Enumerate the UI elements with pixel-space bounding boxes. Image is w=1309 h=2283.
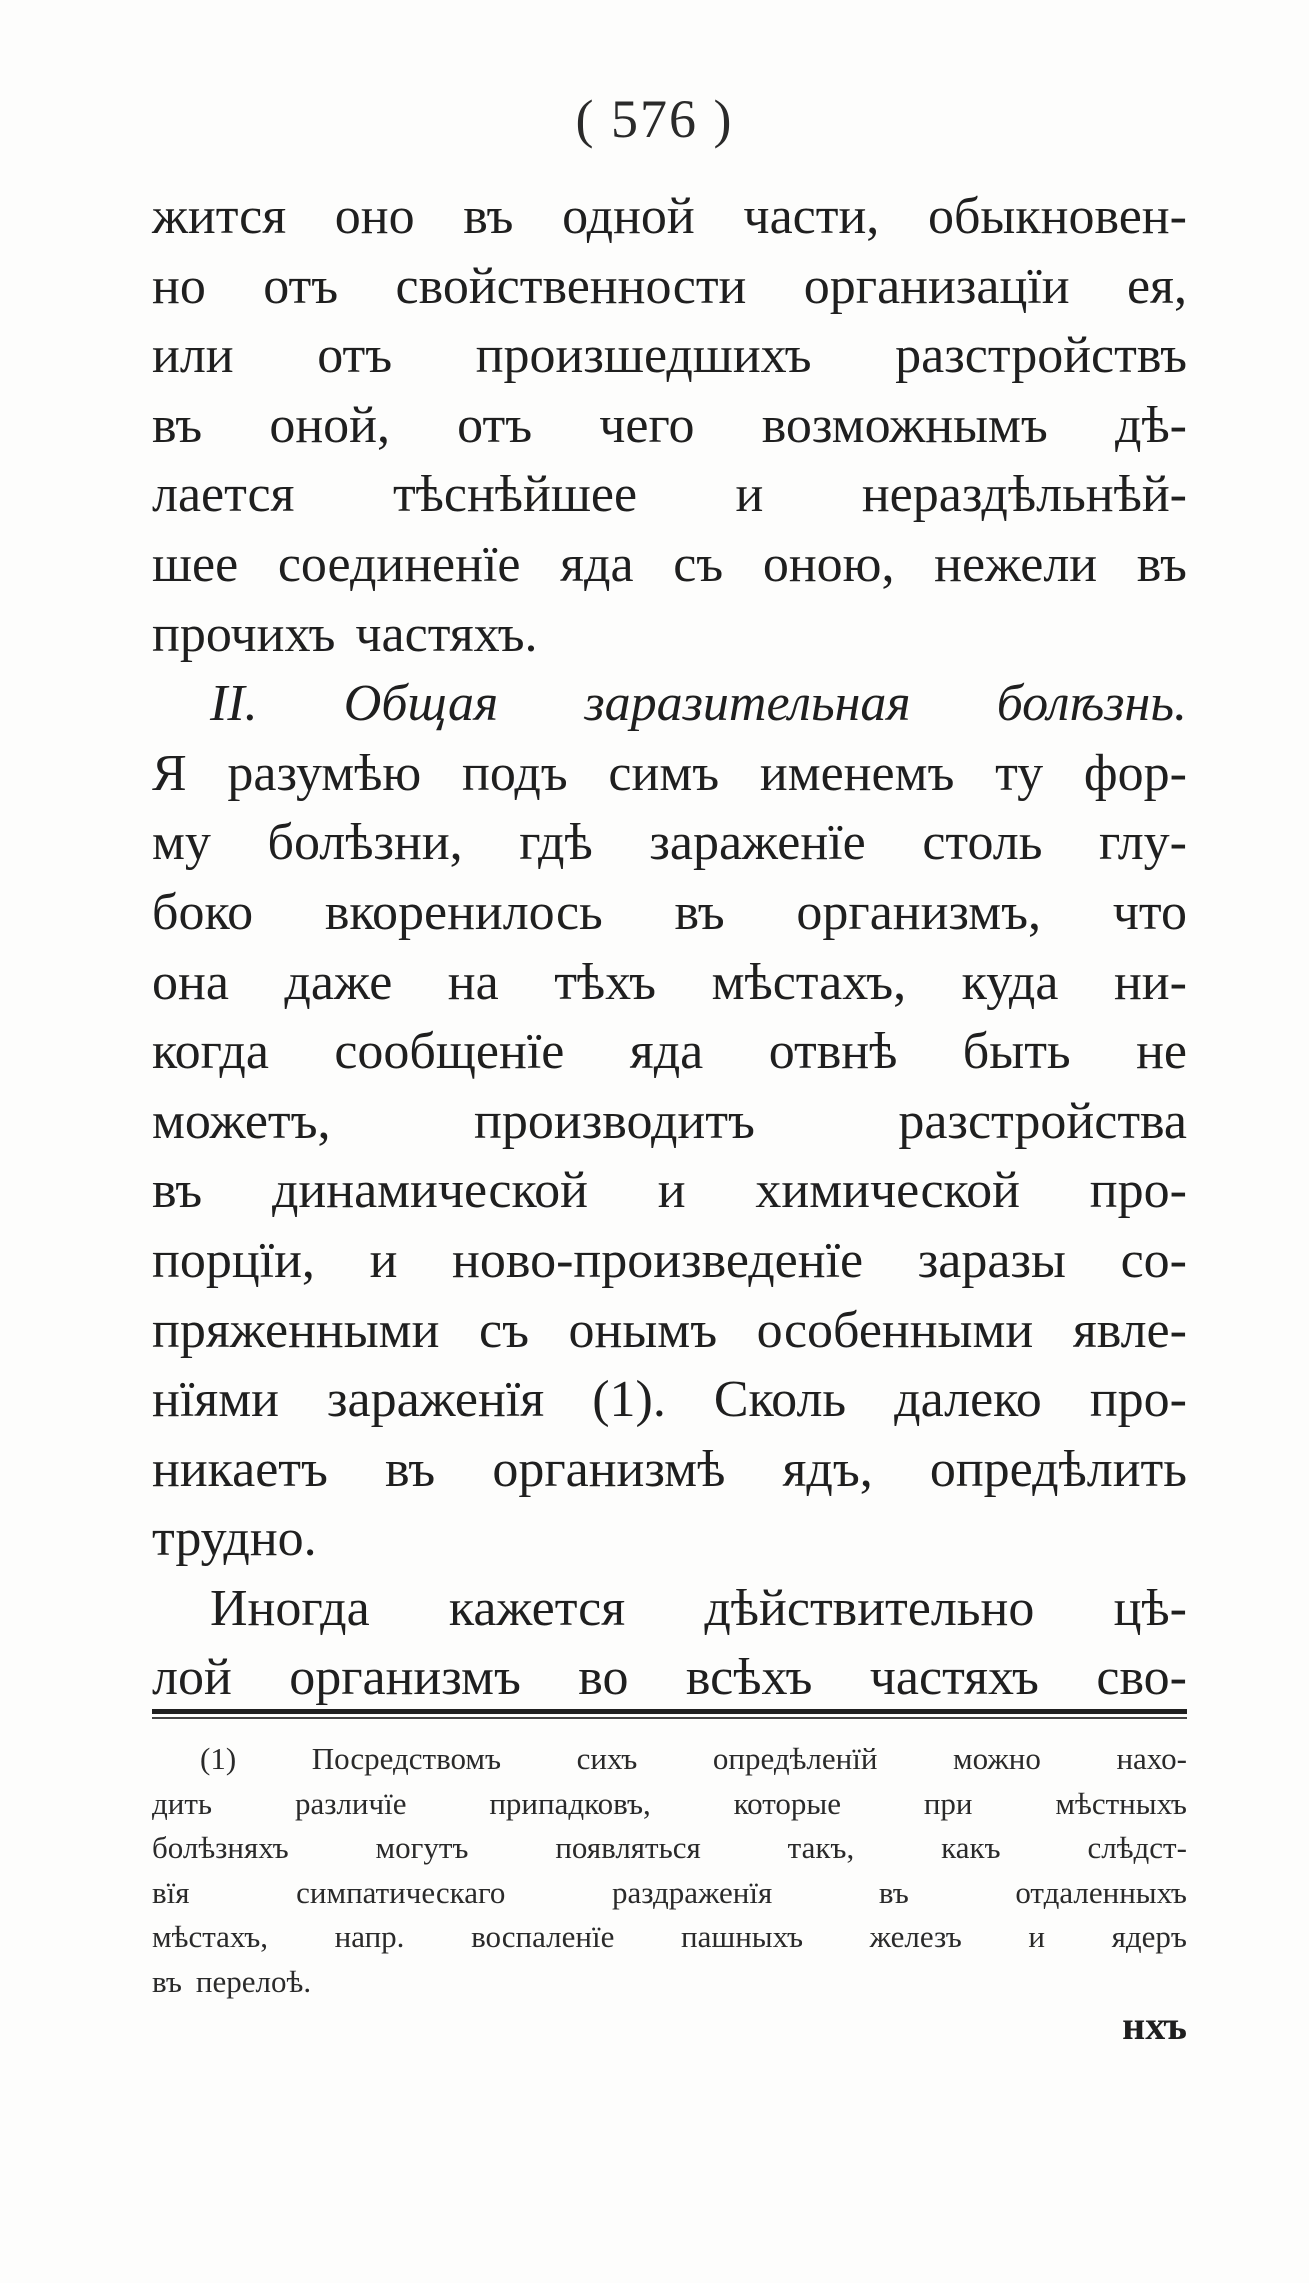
body-line: порцїи, и ново-произведенїе заразы со- [152, 1231, 1187, 1289]
body-line: лается тѣснѣйшее и нераздѣльнѣй- [152, 466, 1187, 524]
body-line: нїями зараженїя (1). Сколь далеко про- [152, 1371, 1187, 1429]
footnote-line: мѣстахъ, напр. воспаленїе пашныхъ железъ и ядеръ [152, 1919, 1187, 1955]
footnote-separator-thin-rule [152, 1717, 1187, 1719]
body-line: но отъ свойственности организацїи ея, [152, 257, 1187, 315]
body-line: можетъ, производитъ разстройства [152, 1092, 1187, 1150]
body-line: или отъ произшедшихъ разстройствъ [152, 327, 1187, 385]
body-line: лой организмъ во всѣхъ частяхъ сво- [152, 1649, 1187, 1707]
body-line: никаетъ въ организмѣ ядъ, опредѣлить [152, 1440, 1187, 1498]
body-line: пряженными съ онымъ особенными явле- [152, 1301, 1187, 1359]
footnote-line: (1) Посредствомъ сихъ опредѣленїй можно нахо- [200, 1741, 1187, 1776]
catchword: нхъ [1122, 2003, 1187, 2048]
body-line: боко вкоренилось въ организмъ, что [152, 883, 1187, 941]
body-line: Я разумѣю подъ симъ именемъ ту фор- [152, 744, 1187, 802]
body-line: когда сообщенїе яда отвнѣ быть не [152, 1023, 1187, 1081]
body-line: му болѣзни, гдѣ зараженїе столь глу- [152, 814, 1187, 872]
footnote [152, 1737, 1187, 2005]
footnote-line: болѣзняхъ могутъ появляться такъ, какъ слѣдст- [152, 1830, 1187, 1866]
footnote-line: въ перелоѣ. [152, 1963, 312, 1999]
footnote-separator-rule [152, 1709, 1187, 1714]
body-line: трудно. [152, 1510, 317, 1568]
main-text [152, 182, 1187, 1713]
body-line: жится оно въ одной части, обыкновен- [152, 188, 1187, 245]
body-line: Иногда кажется дѣйствительно цѣ- [210, 1579, 1187, 1637]
footnote-line: вїя симпатическаго раздраженїя въ отдаленныхъ [152, 1874, 1187, 1910]
body-line: прочихъ частяхъ. [152, 605, 538, 663]
body-line: въ динамической и химической про- [152, 1162, 1187, 1220]
footnote-line: дить различїе припадковъ, которые при мѣстныхъ [152, 1785, 1187, 1821]
page-number: ( 576 ) [575, 89, 734, 149]
body-line: въ оной, отъ чего возможнымъ дѣ- [152, 396, 1187, 454]
body-line: она даже на тѣхъ мѣстахъ, куда ни- [152, 953, 1187, 1011]
body-line: шее соединенїе яда съ оною, нежели въ [152, 535, 1187, 593]
section-heading: II. Общая заразительная болѣзнь. [210, 675, 1187, 733]
